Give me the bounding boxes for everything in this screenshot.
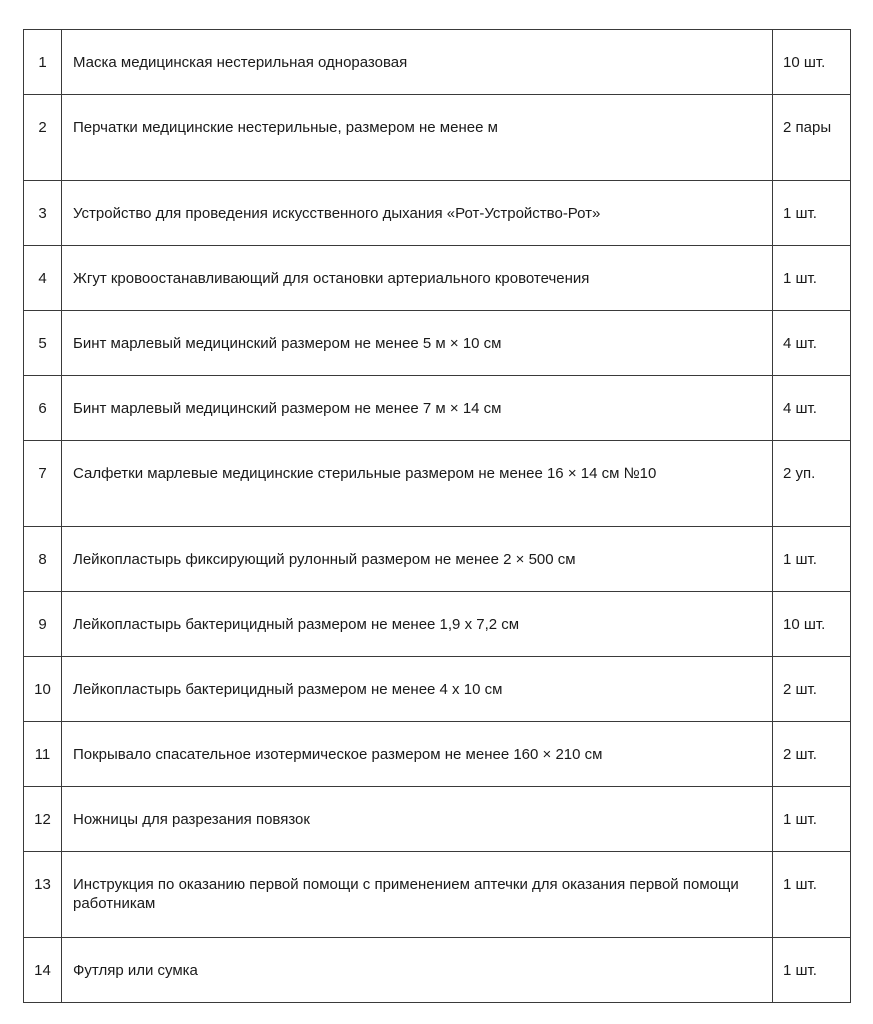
item-quantity: 10 шт.: [773, 30, 851, 95]
item-quantity: 2 шт.: [773, 657, 851, 722]
table-row: [24, 527, 851, 592]
item-number: 3: [24, 181, 62, 246]
item-number: 8: [24, 527, 62, 592]
item-quantity: 2 пары: [773, 95, 851, 181]
item-number: 11: [24, 722, 62, 787]
table-row: [24, 95, 851, 181]
table-row: [24, 722, 851, 787]
item-number: 7: [24, 441, 62, 527]
item-number: 12: [24, 787, 62, 852]
item-name: Лейкопластырь бактерицидный размером не менее 1,9 х 7,2 см: [62, 592, 773, 657]
item-quantity: 1 шт.: [773, 181, 851, 246]
table-row: [24, 246, 851, 311]
first-aid-kit-table: [23, 29, 851, 1003]
item-quantity: 1 шт.: [773, 246, 851, 311]
item-number: 14: [24, 938, 62, 1003]
table-row: [24, 852, 851, 938]
item-name: Бинт марлевый медицинский размером не менее 5 м × 10 см: [62, 311, 773, 376]
item-quantity: 1 шт.: [773, 852, 851, 938]
table-row: [24, 657, 851, 722]
item-quantity: 2 шт.: [773, 722, 851, 787]
item-number: 1: [24, 30, 62, 95]
item-quantity: 1 шт.: [773, 938, 851, 1003]
item-number: 4: [24, 246, 62, 311]
item-quantity: 10 шт.: [773, 592, 851, 657]
item-number: 10: [24, 657, 62, 722]
item-name: Устройство для проведения искусственного дыхания «Рот-Устройство-Рот»: [62, 181, 773, 246]
item-name: Бинт марлевый медицинский размером не менее 7 м × 14 см: [62, 376, 773, 441]
item-name: Ножницы для разрезания повязок: [62, 787, 773, 852]
item-quantity: 4 шт.: [773, 311, 851, 376]
table-row: [24, 30, 851, 95]
item-name: Жгут кровоостанавливающий для остановки артериального кровотечения: [62, 246, 773, 311]
table-row: [24, 938, 851, 1003]
item-number: 13: [24, 852, 62, 938]
item-number: 6: [24, 376, 62, 441]
item-quantity: 1 шт.: [773, 787, 851, 852]
item-quantity: 2 уп.: [773, 441, 851, 527]
table-row: [24, 181, 851, 246]
item-name: Маска медицинская нестерильная одноразовая: [62, 30, 773, 95]
item-name: Лейкопластырь фиксирующий рулонный размером не менее 2 × 500 см: [62, 527, 773, 592]
table-row: [24, 441, 851, 527]
item-name: Перчатки медицинские нестерильные, размером не менее м: [62, 95, 773, 181]
item-number: 2: [24, 95, 62, 181]
item-name: Футляр или сумка: [62, 938, 773, 1003]
table-row: [24, 376, 851, 441]
item-quantity: 1 шт.: [773, 527, 851, 592]
item-name: Инструкция по оказанию первой помощи с применением аптечки для оказания первой помощи работникам: [62, 852, 773, 938]
table-row: [24, 311, 851, 376]
item-number: 9: [24, 592, 62, 657]
item-number: 5: [24, 311, 62, 376]
item-quantity: 4 шт.: [773, 376, 851, 441]
item-name: Покрывало спасательное изотермическое размером не менее 160 × 210 см: [62, 722, 773, 787]
table-row: [24, 787, 851, 852]
table-row: [24, 592, 851, 657]
item-name: Салфетки марлевые медицинские стерильные размером не менее 16 × 14 см №10: [62, 441, 773, 527]
item-name: Лейкопластырь бактерицидный размером не менее 4 х 10 см: [62, 657, 773, 722]
